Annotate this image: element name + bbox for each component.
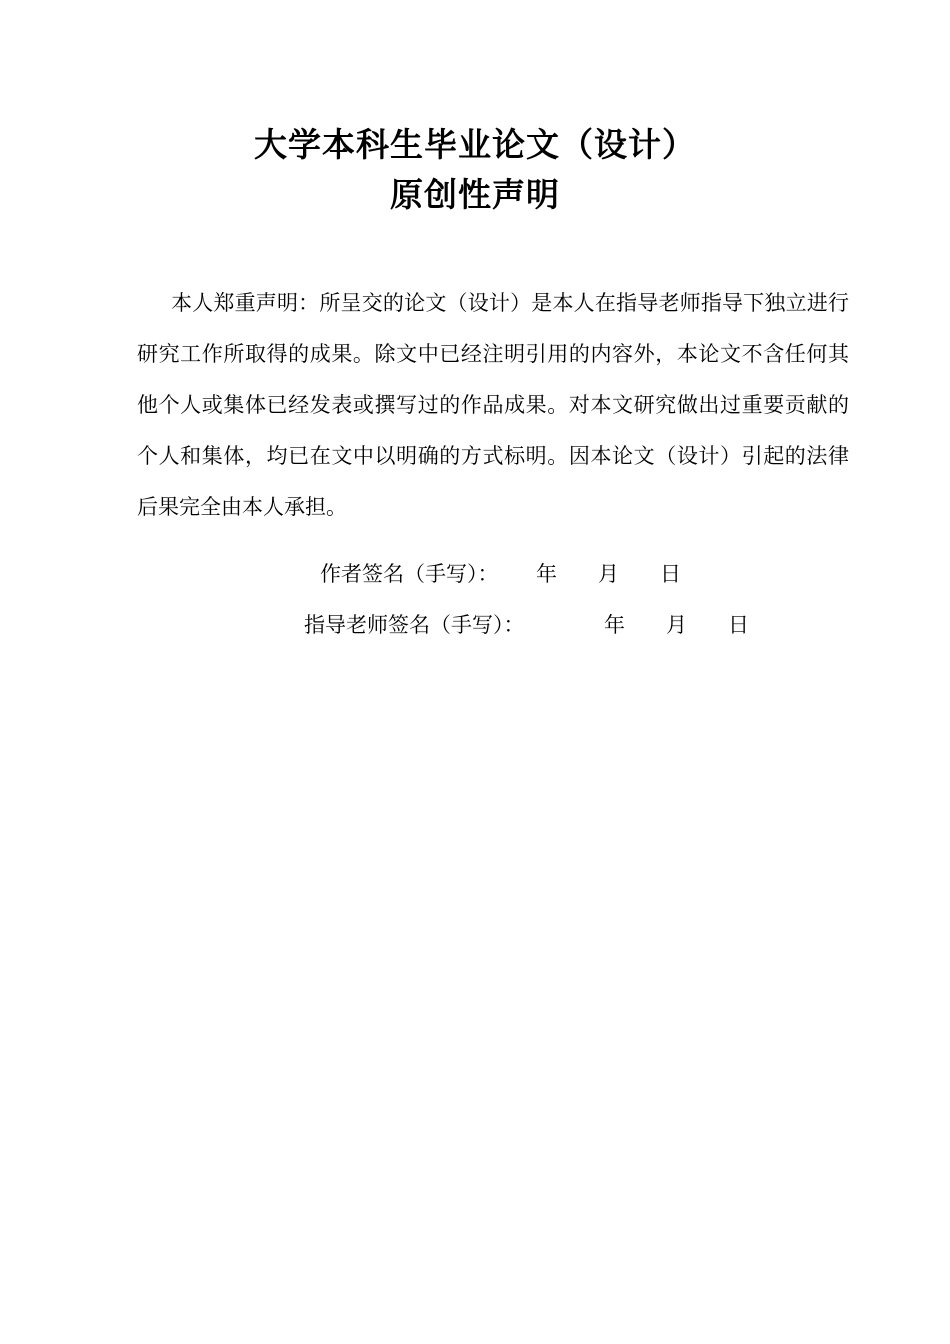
advisor-signature-line [304,610,749,640]
advisor-signature-label: 指导老师签名（手写）： [304,613,525,637]
document-title: 大学本科生毕业论文（设计） [254,125,696,164]
author-date-day: 日 [660,562,681,586]
author-date-month: 月 [598,562,619,586]
author-signature-label: 作者签名（手写）： [320,562,499,586]
author-date-year: 年 [536,562,557,586]
author-signature-line [320,559,681,589]
advisor-date-year: 年 [604,613,625,637]
declaration-statement: 本人郑重声明：所呈交的论文（设计）是本人在指导老师指导下独立进行研究工作所取得的成果。除文中已经注明引用的内容外，本论文不含任何其他个人或集体已经发表或撰写过的作品成果。对本文研究做出过重要贡献的个人和集体，均已在文中以明确的方式标明。因本论文（设计）引起的法律后果完全由本人承担。 [137,291,849,519]
document-subtitle: 原创性声明 [390,175,560,214]
advisor-date-month: 月 [666,613,687,637]
advisor-date-day: 日 [728,613,749,637]
